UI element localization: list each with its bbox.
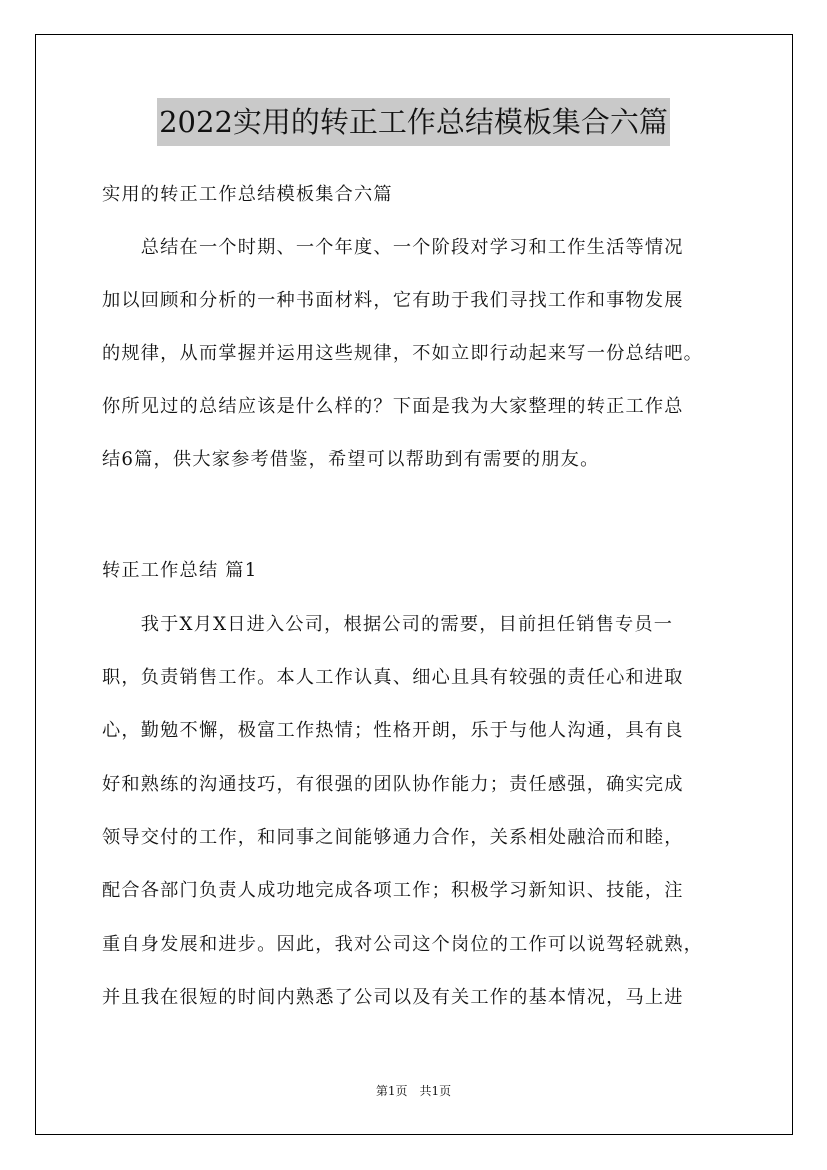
- intro-line: 总结在一个时期、一个年度、一个阶段对学习和工作生活等情况: [102, 237, 684, 258]
- intro-line: 结6篇，供大家参考借鉴，希望可以帮助到有需要的朋友。: [102, 449, 600, 470]
- document-title-text: 2022实用的转正工作总结模板集合六篇: [157, 98, 670, 146]
- intro-line: 你所见过的总结应该是什么样的？下面是我为大家整理的转正工作总: [102, 396, 684, 417]
- section-line: 我于X月X日进入公司，根据公司的需要，目前担任销售专员一: [102, 614, 674, 635]
- section-line: 并且我在很短的时间内熟悉了公司以及有关工作的基本情况，马上进: [102, 987, 684, 1008]
- document-title: [0, 98, 827, 146]
- page-number: 第1页: [375, 1084, 408, 1098]
- section-line: 配合各部门负责人成功地完成各项工作；积极学习新知识、技能，注: [102, 880, 684, 901]
- section-heading: 转正工作总结 篇1: [102, 560, 258, 581]
- intro-line: 加以回顾和分析的一种书面材料，它有助于我们寻找工作和事物发展: [102, 290, 684, 311]
- page-footer: [0, 1083, 827, 1099]
- section-line: 职，负责销售工作。本人工作认真、细心且具有较强的责任心和进取: [102, 667, 684, 688]
- document-subtitle: 实用的转正工作总结模板集合六篇: [102, 184, 393, 205]
- page-total: 共1页: [419, 1084, 452, 1098]
- section-line: 好和熟练的沟通技巧，有很强的团队协作能力；责任感强，确实完成: [102, 774, 684, 795]
- section-line: 心，勤勉不懈，极富工作热情；性格开朗，乐于与他人沟通，具有良: [102, 720, 684, 741]
- section-line: 领导交付的工作，和同事之间能够通力合作，关系相处融洽而和睦，: [102, 827, 684, 848]
- section-line: 重自身发展和进步。因此，我对公司这个岗位的工作可以说驾轻就熟，: [102, 934, 704, 955]
- intro-line: 的规律，从而掌握并运用这些规律，不如立即行动起来写一份总结吧。: [102, 343, 704, 364]
